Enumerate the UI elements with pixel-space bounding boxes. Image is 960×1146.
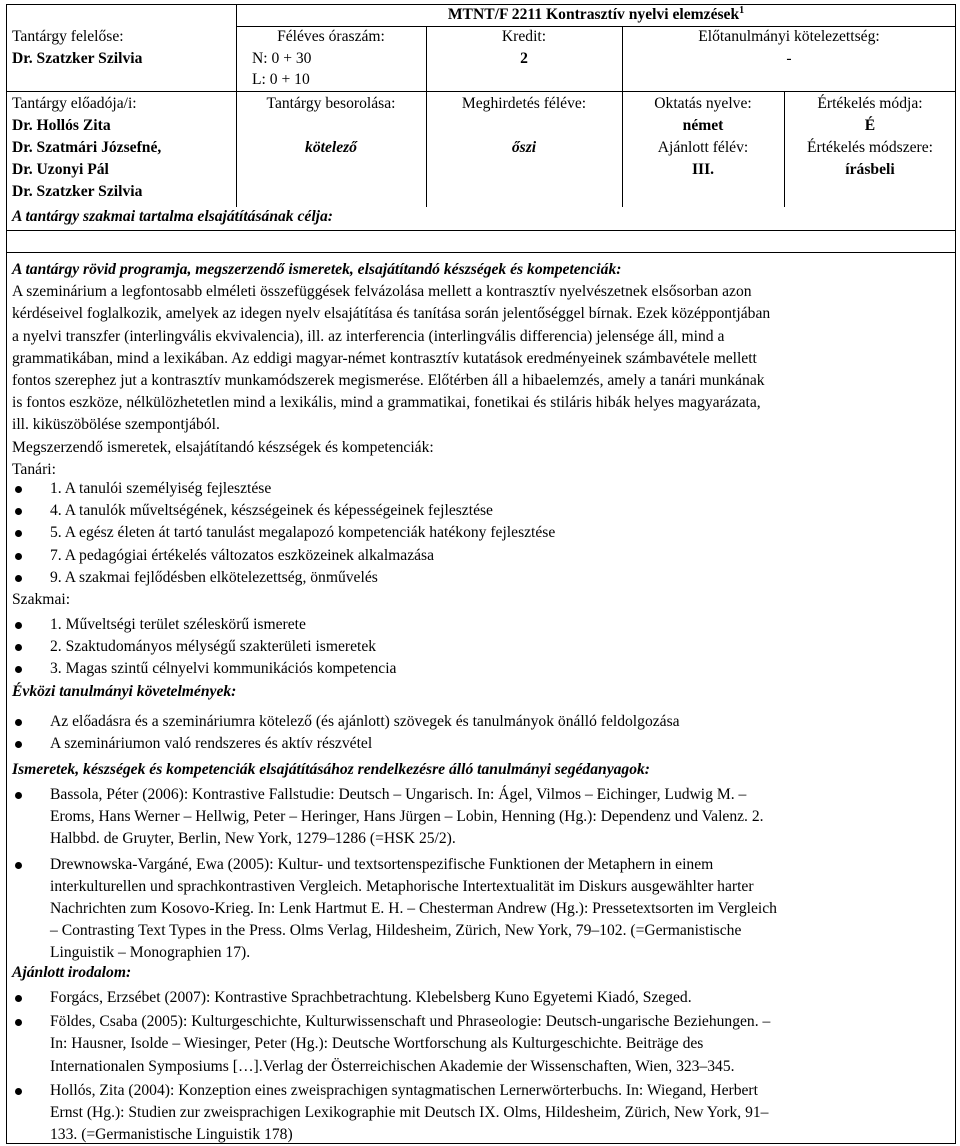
list-item	[50, 636, 940, 658]
list-item	[50, 522, 940, 544]
bullet-icon	[15, 553, 22, 560]
kredit-value: 2	[520, 50, 528, 67]
reference-line: Bassola, Péter (2006): Kontrastive Fallstudie: Deutsch – Ungarisch. In: Ágel, Vilmos – Eichinger, Ludwig M. –	[50, 786, 747, 803]
list-item	[50, 500, 940, 522]
evkozi-list	[50, 711, 940, 755]
list-item	[50, 478, 940, 500]
kompetencia-label: Megszerzendő ismeretek, elsajátítandó készségek és kompetenciák:	[12, 438, 434, 456]
reference-line: Halbbd. de Gruyter, Berlin, New York, 1279–1286 (=HSK 25/2).	[50, 830, 456, 848]
nyelv-label: Oktatás nyelve:	[654, 95, 752, 112]
program-line: kérdéseivel foglalkozik, amelyek az idegen nyelv elsajátítása és tanítása során jelentőséggel bírnak. Ezek középpontjában	[12, 305, 771, 323]
bullet-icon	[15, 862, 22, 869]
program-heading: A tantárgy rövid programja, megszerzendő ismeretek, elsajátítandó készségek és kompetenciák:	[12, 261, 622, 278]
elotan-value: -	[786, 50, 792, 67]
bullet-icon	[15, 575, 22, 582]
segedanyagok-list	[50, 784, 950, 965]
oraszam-n: N: 0 + 30	[252, 50, 312, 67]
ertekeles-modszer-label: Értékelés módszere:	[807, 139, 933, 156]
kredit-label: Kredit:	[501, 28, 547, 45]
list-item	[50, 733, 940, 755]
program-line: A szeminárium a legfontosabb elméleti összefüggések felvázolása mellett a kontrasztív nyelvészetnek elsősorban azon	[12, 283, 752, 301]
reference-line: In: Hausner, Isolde – Wiesinger, Peter (Hg.): Deutsche Wortforschung als Kulturgeschichte. Beiträge des	[50, 1035, 704, 1053]
bullet-icon	[15, 1088, 22, 1095]
evkozi-section	[12, 681, 948, 703]
nyelv-value: német	[682, 117, 724, 134]
list-item	[50, 658, 940, 680]
reference-line: Eroms, Hans Werner – Hellwig, Peter – Heringer, Hans Jürgen – Lobin, Henning (Hg.): Dependenz und Valenz. 2.	[50, 808, 764, 826]
bullet-icon	[15, 995, 22, 1002]
reference-line: – Contrasting Text Types in the Press. Olms Verlag, Hildesheim, Zürich, New York, 79–102. (=Germanistische	[50, 922, 742, 940]
evkozi-heading: Évközi tanulmányi követelmények:	[12, 683, 237, 700]
felelos-name: Dr. Szatzker Szilvia	[12, 50, 143, 67]
eloado-name: Dr. Szatmári Józsefné,	[12, 139, 162, 156]
besorolas-label: Tantárgy besorolása:	[266, 95, 396, 112]
grid-line	[6, 230, 956, 231]
list-item	[50, 987, 950, 1009]
reference-line: Forgács, Erzsébet (2007): Kontrastive Sprachbetrachtung. Klebelsberg Kuno Egyetemi Kiadó, Szeged.	[50, 989, 692, 1006]
reference-line: interkulturellen und sprachkontrastiven Vergleich. Metaphorische Intertextualität im Diskurs ausgewählter harter	[50, 877, 754, 895]
list-item-text: 3. Magas szintű célnyelvi kommunikációs kompetencia	[50, 660, 397, 678]
program-line: a nyelvi transzfer (interlingvális ekvivalencia), ill. az interferencia (interlingvális differencia) jelensége áll, mind a	[12, 327, 725, 345]
list-item	[50, 567, 940, 589]
ertekeles-mod-label: Értékelés módja:	[817, 95, 923, 112]
reference-line: Ernst (Hg.): Studien zur zweisprachigen Lexikographie mit Deutsch IX. Olms, Hildesheim, Zürich, New York, 91–	[50, 1104, 769, 1122]
list-item-text: 1. Műveltségi terület széleskörű ismerete	[50, 616, 306, 633]
segedanyagok-heading: Ismeretek, készségek és kompetenciák elsajátításához rendelkezésre álló tanulmányi segédanyagok:	[12, 761, 650, 778]
list-item	[50, 1011, 950, 1078]
footnote-marker: 1	[739, 4, 745, 16]
felelos-label: Tantárgy felelőse:	[12, 28, 124, 45]
course-title	[236, 5, 956, 25]
szakmai-list	[50, 614, 940, 681]
list-item-text: 7. A pedagógiai értékelés változatos eszközeinek alkalmazása	[50, 546, 435, 564]
ertekeles-modszer-value: írásbeli	[845, 161, 895, 178]
bullet-icon	[15, 719, 22, 726]
eloado-name: Dr. Uzonyi Pál	[12, 161, 109, 178]
list-item	[50, 784, 950, 851]
ajanlott-label: Ajánlott félév:	[657, 139, 749, 156]
list-item-text: 4. A tanulók műveltségének, készségeinek és képességeinek fejlesztése	[50, 502, 493, 520]
szakmai-label-block	[12, 589, 948, 611]
grid-line	[6, 252, 956, 253]
eloado-label: Tantárgy előadója/i:	[12, 95, 137, 112]
meghirdetes-label: Meghirdetés féléve:	[461, 95, 587, 112]
list-item-text: Az előadásra és a szemináriumra kötelező (és ajánlott) szövegek és tanulmányok önálló feldolgozása	[50, 713, 680, 730]
list-item-text: 5. A egész életen át tartó tanulást megalapozó kompetenciák hatékony fejlesztése	[50, 524, 556, 542]
course-title-text: MTNT/F 2211 Kontrasztív nyelvi elemzések	[447, 6, 740, 23]
program-line: fontos szerephez jut a kontrasztív munkamódszerek megismerése. Előtérben áll a hibaelemzés, amely a tanári munkának	[12, 372, 765, 390]
bullet-icon	[15, 622, 22, 629]
segedanyagok-section	[12, 759, 948, 781]
reference-line: Hollós, Zita (2004): Konzeption eines zweisprachigen syntagmatischen Lernerwörterbuchs. In: Wiegand, Herbert	[50, 1081, 758, 1099]
tanari-list	[50, 478, 940, 589]
program-line: grammatikában, mind a lexikában. Az eddigi magyar-német kontrasztív kutatások eredményeinek számbavétele mellett	[12, 349, 757, 367]
program-section	[12, 259, 948, 481]
elotan-label: Előtanulmányi kötelezettség:	[698, 28, 880, 45]
reference-line: 133. (=Germanistische Linguistik 178)	[50, 1126, 293, 1144]
reference-line: Nachrichten zum Kosovo-Krieg. In: Lenk Hartmut E. H. – Chesterman Andrew (Hg.): Pressetextsorten im Vergleich	[50, 900, 777, 918]
reference-line: Linguistik – Monographien 17).	[50, 944, 251, 962]
list-item-text: A szemináriumon való rendszeres és aktív részvétel	[50, 735, 373, 753]
bullet-icon	[15, 486, 22, 493]
irodalom-section	[12, 962, 948, 984]
tanari-label: Tanári:	[12, 460, 56, 478]
list-item-text: 1. A tanulói személyiség fejlesztése	[50, 480, 272, 497]
list-item	[50, 614, 940, 636]
eloado-name: Dr. Szatzker Szilvia	[12, 183, 143, 200]
list-item-text: 2. Szaktudományos mélységű szakterületi ismeretek	[50, 638, 377, 656]
meghirdetes-value: őszi	[511, 139, 537, 156]
eloado-name: Dr. Hollós Zita	[12, 117, 111, 134]
ertekeles-mod-value: É	[864, 117, 876, 134]
reference-line: Drewnowska-Vargáné, Ewa (2005): Kultur- und textsortenspezifische Funktionen der Metaphern in einem	[50, 855, 714, 873]
irodalom-heading: Ajánlott irodalom:	[12, 964, 132, 981]
list-item	[50, 711, 940, 733]
reference-line: Internationalen Symposiums […].Verlag der Österreichischen Akademie der Wissenschaften, Wien, 323–345.	[50, 1057, 735, 1075]
besorolas-value: kötelező	[305, 139, 357, 156]
list-item	[50, 1080, 950, 1146]
reference-line: Földes, Csaba (2005): Kulturgeschichte, Kulturwissenschaft und Phraseologie: Deutsch-ungarische Beziehungen. –	[50, 1013, 771, 1031]
program-line: ill. kiküszöbölése szempontjából.	[12, 416, 220, 434]
grid-line	[6, 91, 956, 92]
list-item	[50, 545, 940, 567]
cel-heading: A tantárgy szakmai tartalma elsajátításának célja:	[12, 208, 333, 225]
bullet-icon	[15, 792, 22, 799]
oraszam-label: Féléves óraszám:	[277, 28, 385, 45]
list-item-text: 9. A szakmai fejlődésben elkötelezettség, önművelés	[50, 568, 378, 586]
irodalom-list	[50, 987, 950, 1146]
szakmai-label: Szakmai:	[12, 591, 71, 608]
oraszam-l: L: 0 + 10	[252, 71, 310, 88]
list-item	[50, 854, 950, 965]
program-line: is fontos eszköze, nélkülözhetetlen mind a lexikális, mind a grammatikai, fonetikai és stiláris hibák helyes magyarázata,	[12, 394, 761, 412]
ajanlott-value: III.	[691, 161, 715, 178]
